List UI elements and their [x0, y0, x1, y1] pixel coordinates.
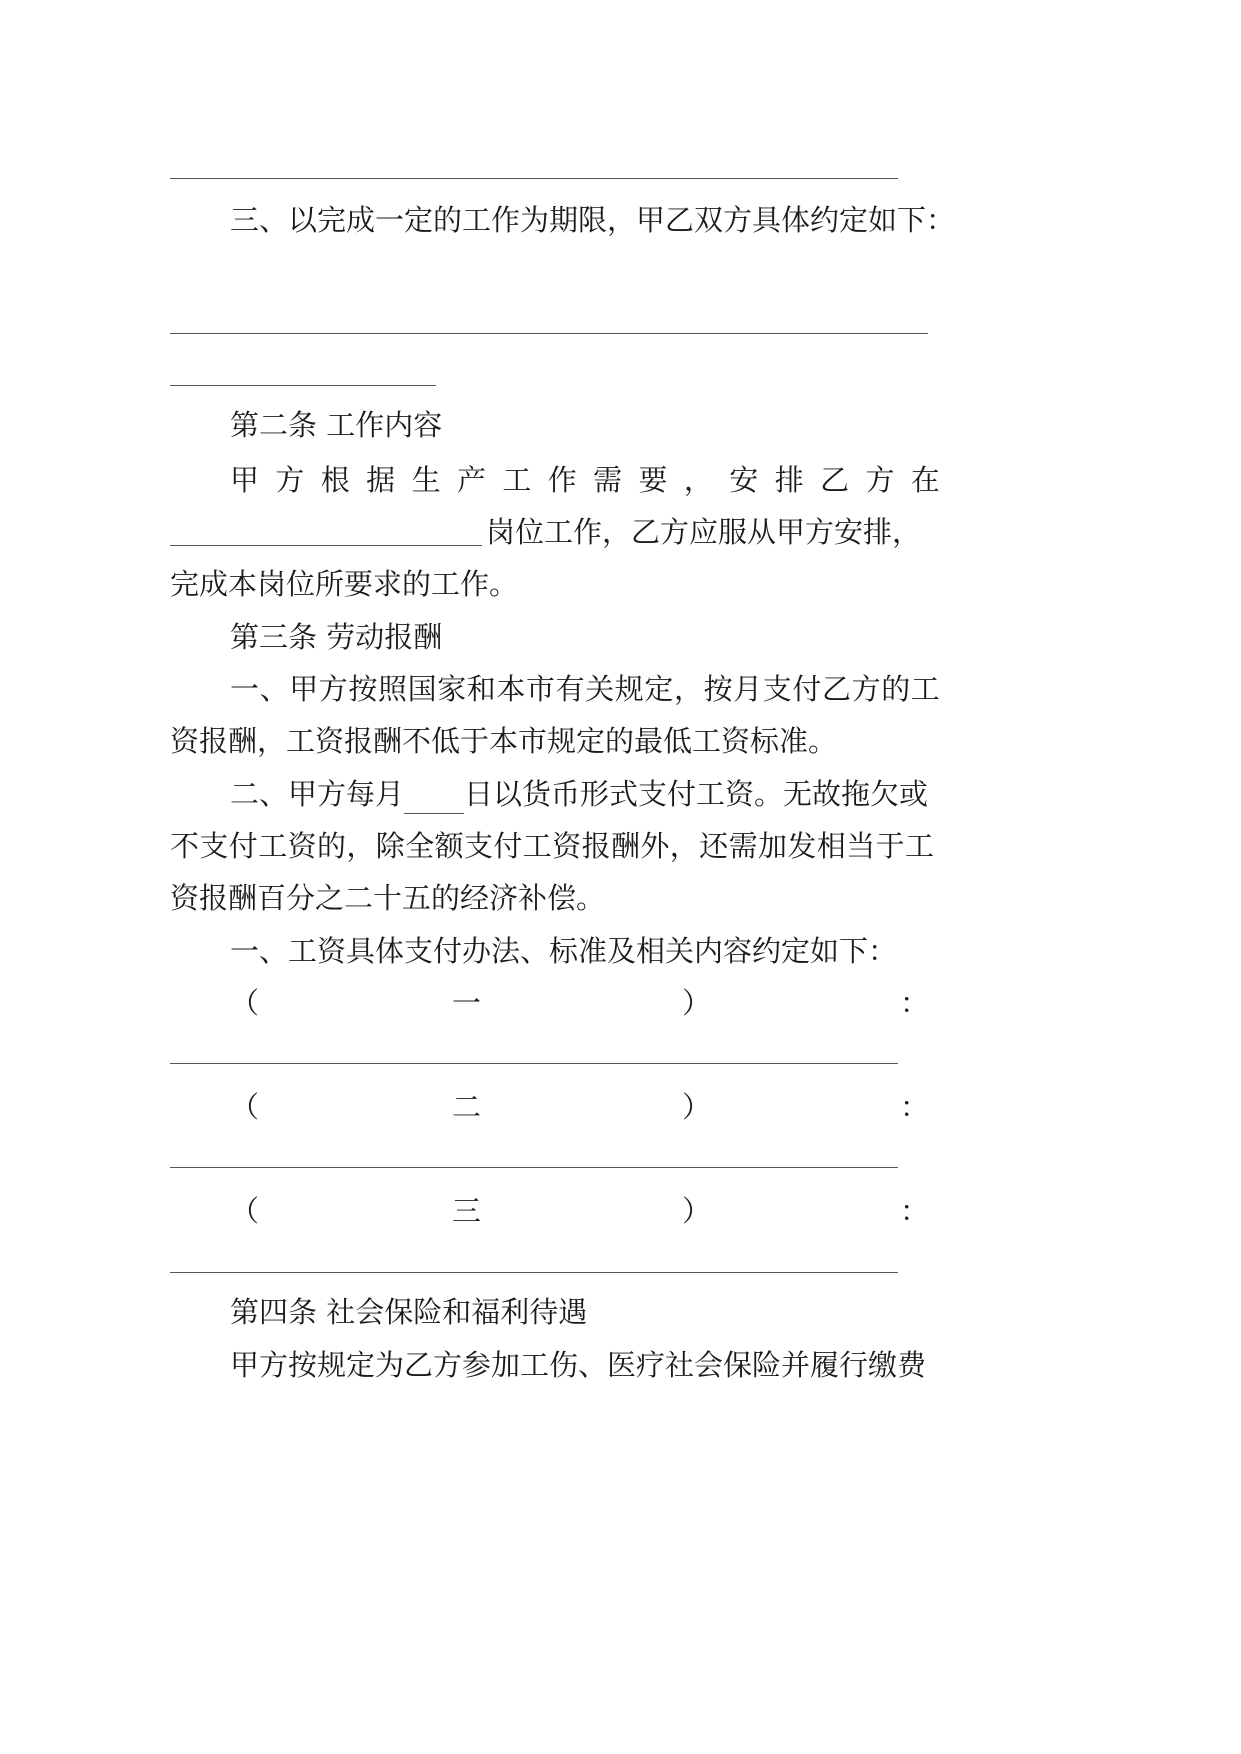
- p2-suffix: 日以货币形式支付工资。无故拖欠或: [464, 777, 929, 811]
- item-colon: ：: [900, 1194, 930, 1228]
- justified-char: 方: [275, 463, 305, 497]
- item-close-paren: ）: [682, 986, 712, 1020]
- article-3-p1-line1: 一、甲方按照国家和本市有关规定，按月支付乙方的工: [230, 672, 941, 706]
- justified-char: 生: [411, 463, 441, 497]
- justified-char: 据: [366, 463, 396, 497]
- article-4-p1: 甲方按规定为乙方参加工伤、医疗社会保险并履行缴费: [230, 1348, 927, 1382]
- item-colon: ：: [900, 1090, 930, 1124]
- article-4-heading: 第四条 社会保险和福利待遇: [230, 1295, 588, 1329]
- justified-char: ，: [683, 463, 713, 497]
- article-2-line-1: [230, 460, 940, 500]
- article-2-line-3: 完成本岗位所要求的工作。: [170, 567, 519, 601]
- blank-line[interactable]: [170, 333, 928, 334]
- justified-char: 根: [320, 463, 350, 497]
- justified-char: 要: [638, 463, 668, 497]
- blank-line[interactable]: [170, 178, 898, 179]
- justified-char: 安: [729, 463, 759, 497]
- justified-char: 乙: [820, 463, 850, 497]
- article-3-p3: 一、工资具体支付办法、标准及相关内容约定如下：: [230, 934, 898, 968]
- justified-char: 工: [502, 463, 532, 497]
- justified-char: 方: [865, 463, 895, 497]
- pay-day-blank[interactable]: [404, 783, 464, 814]
- justified-char: 排: [774, 463, 804, 497]
- article-3-p1-line2: 资报酬，工资报酬不低于本市规定的最低工资标准。: [170, 724, 838, 758]
- article-3-p2-line2: 不支付工资的，除全额支付工资报酬外，还需加发相当于工: [170, 829, 935, 863]
- justified-char: 需: [593, 463, 623, 497]
- article-3-p2-line3: 资报酬百分之二十五的经济补偿。: [170, 881, 606, 915]
- justified-char: 在: [910, 463, 940, 497]
- article-2-heading: 第二条 工作内容: [230, 408, 443, 442]
- blank-line[interactable]: [170, 1272, 898, 1273]
- post-blank-line[interactable]: [170, 545, 482, 546]
- item-open-paren: （: [230, 1090, 260, 1124]
- blank-line[interactable]: [170, 385, 436, 386]
- term-option-3: 三、以完成一定的工作为期限，甲乙双方具体约定如下：: [230, 203, 956, 237]
- p2-prefix: 二、甲方每月: [230, 777, 405, 811]
- item-number: 三: [452, 1194, 482, 1228]
- item-1: [230, 983, 930, 1023]
- item-colon: ：: [900, 986, 930, 1020]
- blank-line[interactable]: [170, 1063, 898, 1064]
- blank-line[interactable]: [170, 1167, 898, 1168]
- item-2: [230, 1087, 930, 1127]
- item-open-paren: （: [230, 1194, 260, 1228]
- article-3-heading: 第三条 劳动报酬: [230, 620, 443, 654]
- item-close-paren: ）: [682, 1090, 712, 1124]
- item-open-paren: （: [230, 986, 260, 1020]
- item-3: [230, 1191, 930, 1231]
- article-3-p2-line1: [230, 774, 928, 814]
- justified-char: 甲: [230, 463, 260, 497]
- item-number: 一: [452, 986, 482, 1020]
- item-number: 二: [452, 1090, 482, 1124]
- item-close-paren: ）: [682, 1194, 712, 1228]
- justified-char: 产: [456, 463, 486, 497]
- article-2-line-2: 岗位工作，乙方应服从甲方安排，: [486, 515, 922, 549]
- justified-char: 作: [547, 463, 577, 497]
